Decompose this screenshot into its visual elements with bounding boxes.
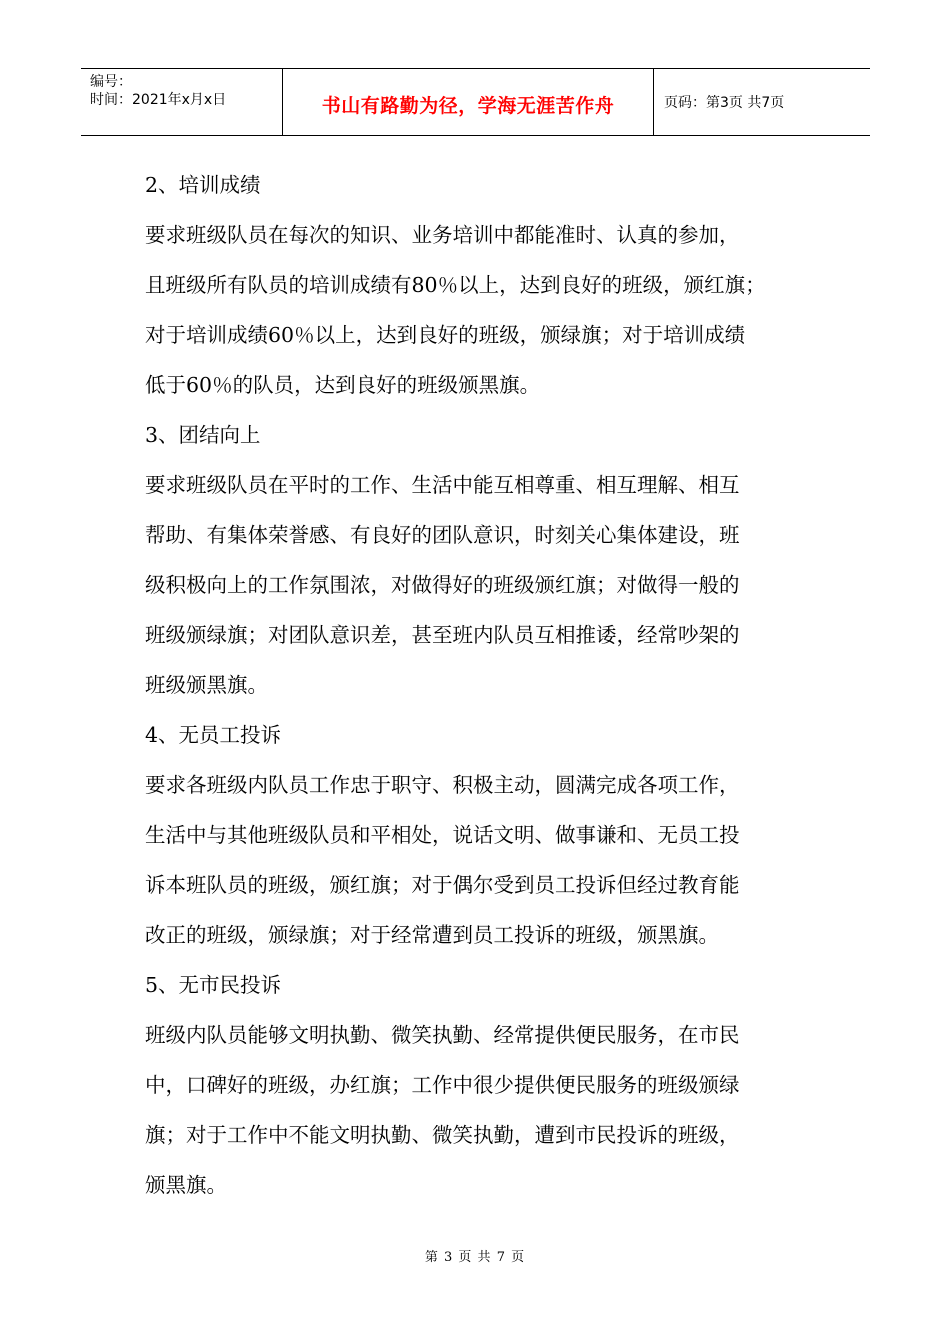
body-line: 改正的班级，颁绿旗；对于经常遭到员工投诉的班级，颁黑旗。 (145, 923, 719, 947)
document-body (145, 160, 825, 1210)
page-footer: 第 3 页 共 7 页 (424, 1250, 526, 1265)
body-line: 低于60％的队员，达到良好的班级颁黑旗。 (145, 373, 541, 397)
section-heading: 2、培训成绩 (145, 173, 261, 197)
section-heading: 5、无市民投诉 (145, 973, 282, 997)
header-page-cell (654, 69, 870, 135)
body-line: 班级颁黑旗。 (145, 673, 268, 697)
body-line: 要求各班级内队员工作忠于职守、积极主动，圆满完成各项工作， (145, 773, 740, 797)
body-line: 中，口碑好的班级，办红旗；工作中很少提供便民服务的班级颁绿 (145, 1073, 740, 1097)
body-line: 旗；对于工作中不能文明执勤、微笑执勤，遭到市民投诉的班级， (145, 1123, 740, 1147)
header-motto: 书山有路勤为径，学海无涯苦作舟 (321, 94, 615, 117)
body-line: 对于培训成绩60％以上，达到良好的班级，颁绿旗；对于培训成绩 (145, 323, 746, 347)
header-page-info: 页码：第3页 共7页 (664, 95, 785, 111)
document-date: 时间：2021年x月x日 (90, 92, 227, 108)
body-line: 帮助、有集体荣誉感、有良好的团队意识，时刻关心集体建设，班 (145, 523, 740, 547)
body-line: 班级内队员能够文明执勤、微笑执勤、经常提供便民服务，在市民 (145, 1023, 740, 1047)
body-line: 且班级所有队员的培训成绩有80％以上，达到良好的班级，颁红旗； (145, 273, 766, 297)
body-line: 班级颁绿旗；对团队意识差，甚至班内队员互相推诿，经常吵架的 (145, 623, 740, 647)
header-meta-cell (81, 69, 283, 135)
header-motto-cell (283, 69, 654, 135)
body-line: 颁黑旗。 (145, 1173, 227, 1197)
body-line: 级积极向上的工作氛围浓，对做得好的班级颁红旗；对做得一般的 (145, 573, 740, 597)
body-line: 要求班级队员在平时的工作、生活中能互相尊重、相互理解、相互 (145, 473, 740, 497)
section-heading: 4、无员工投诉 (145, 723, 282, 747)
section-heading: 3、团结向上 (145, 423, 261, 447)
body-line: 生活中与其他班级队员和平相处，说话文明、做事谦和、无员工投 (145, 823, 740, 847)
body-line: 要求班级队员在每次的知识、业务培训中都能准时、认真的参加， (145, 223, 740, 247)
document-number-label: 编号： (90, 74, 132, 90)
document-header (81, 68, 870, 136)
body-line: 诉本班队员的班级，颁红旗；对于偶尔受到员工投诉但经过教育能 (145, 873, 740, 897)
